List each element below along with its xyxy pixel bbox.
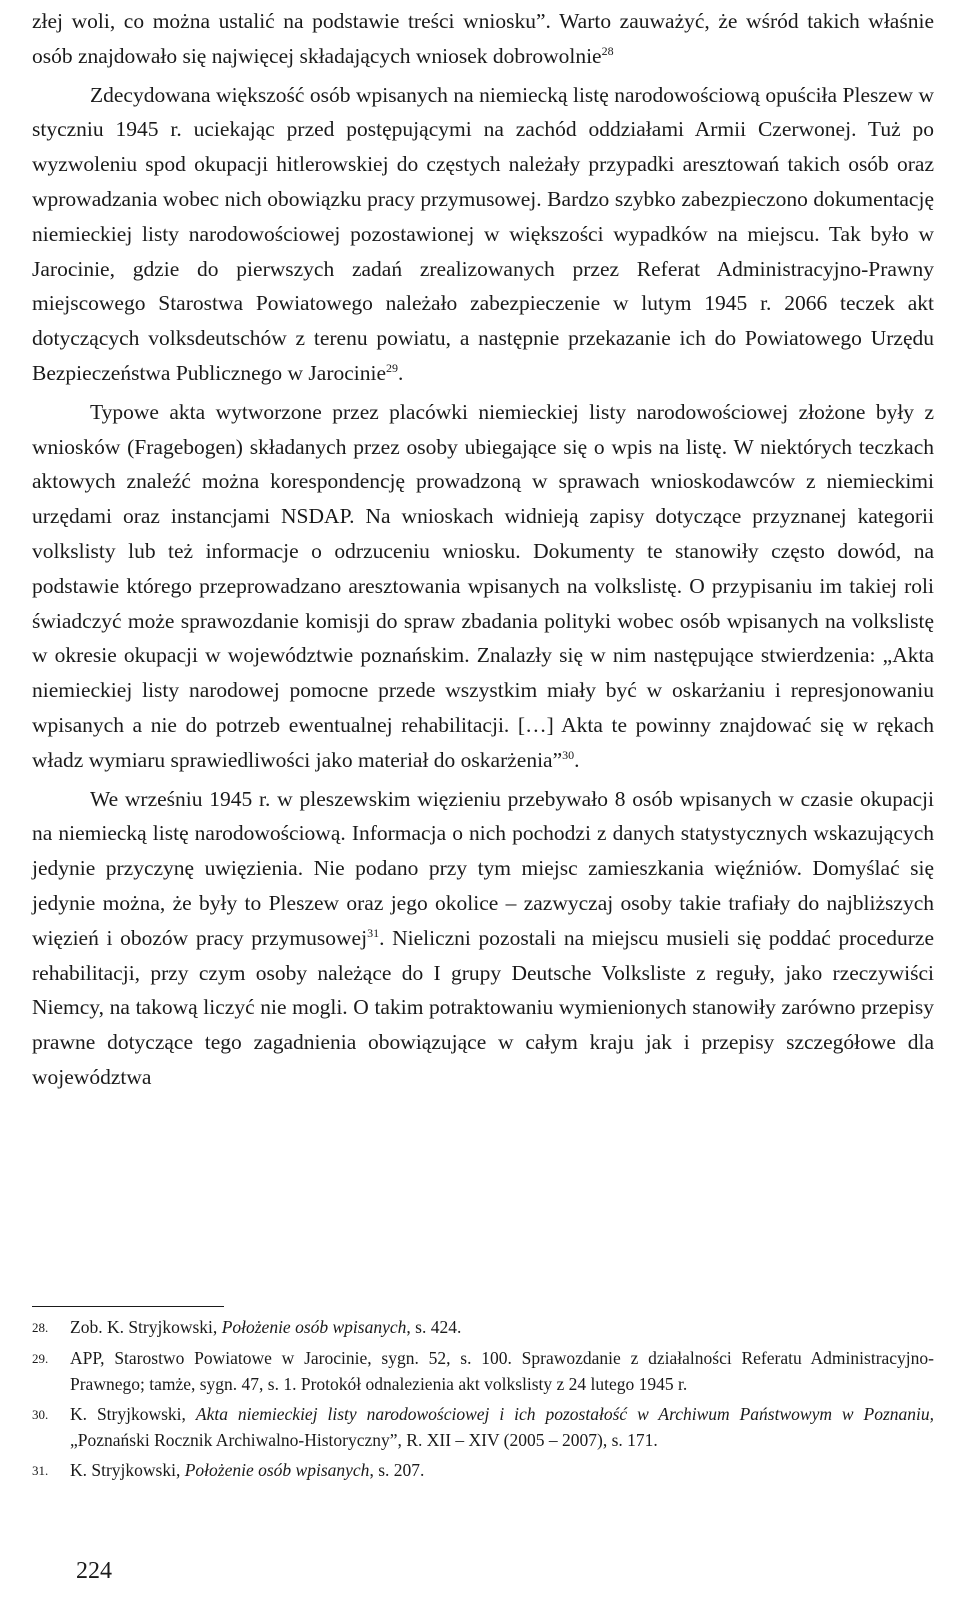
footnote-ref[interactable]: 28 bbox=[601, 43, 614, 58]
paragraph-4: We wrześniu 1945 r. w pleszewskim więzieniu przebywało 8 osób wpisanych w czasie okupacji na niemiecką listę narodowościową. Informacja o nich pochodzi z danych statystycznych wskazujących jedynie przyczynę uwięzienia. Nie podano przy tym miejsc zamieszkania więźniów. Domyślać się jedynie można, że były to Pleszew oraz jego okolice – zazwyczaj osoby takie trafiały do najbliższych więzień i obozów pracy przymusowej$^{31}$. Nieliczni pozostali na miejscu musieli się poddać procedurze rehabilitacji, przy czym osoby należące do I grupy Deutsche Volksliste z reguły, jako rzeczywiści Niemcy, na takową liczyć nie mogli. O takim potraktowaniu wymienionych stanowiły zarówno przepisy prawne dotyczące tego zagadnienia obowiązujące w całym kraju jak i przepisy szczegółowe dla województwa bbox=[32, 786, 934, 1089]
footnote-text: K. Stryjkowski, Akta niemieckiej listy narodowościowej i ich pozostałość w Archiwum Państwowym w Poznaniu, „Poznański Rocznik Archiwalno-Historyczny”, R. XII – XIV (2005 – 2007), s. 171. bbox=[70, 1404, 935, 1450]
page-number: 224 bbox=[76, 1558, 112, 1584]
footnote-text: K. Stryjkowski, Położenie osób wpisanych, s. 207. bbox=[70, 1460, 425, 1480]
paragraph-1: złej woli, co można ustalić na podstawie treści wniosku”. Warto zauważyć, że wśród takich właśnie osób znajdowało się najwięcej składających wniosek dobrowolnie$^{28}$ bbox=[32, 9, 934, 68]
footnote-number: 31. bbox=[32, 1463, 49, 1478]
footnote-item bbox=[32, 1345, 934, 1397]
footnote-ref[interactable]: 30 bbox=[562, 747, 575, 762]
footnote-item bbox=[32, 1401, 934, 1453]
footnote-item bbox=[32, 1457, 934, 1484]
paragraph-2: Zdecydowana większość osób wpisanych na niemiecką listę narodowościową opuściła Pleszew w styczniu 1945 r. uciekając przed postępującymi na zachód oddziałami Armii Czerwonej. Tuż po wyzwoleniu spod okupacji hitlerowskiej do częstych należały przypadki aresztowań takich osób oraz wprowadzania wobec nich obowiązku pracy przymusowej. Bardzo szybko zabezpieczono dokumentację niemieckiej listy narodowościowej pozostawionej w większości wypadków na miejscu. Tak było w Jarocinie, gdzie do pierwszych zadań zrealizowanych przez Referat Administracyjno-Prawny miejscowego Starostwa Powiatowego należało zabezpieczenie w lutym 1945 r. 2066 teczek akt dotyczących volksdeutschów z terenu powiatu, a następnie przekazanie ich do Powiatowego Urzędu Bezpieczeństwa Publicznego w Jarocinie$^{29}$. bbox=[32, 82, 934, 385]
footnote-number: 29. bbox=[32, 1351, 49, 1366]
footnote-ref[interactable]: 29 bbox=[386, 360, 399, 375]
footnote-item bbox=[32, 1314, 934, 1341]
body-text bbox=[32, 4, 934, 1095]
paragraph-3: Typowe akta wytworzone przez placówki niemieckiej listy narodowościowej złożone były z wniosków (Fragebogen) składanych przez osoby ubiegające się o wpis na listę. W niektórych teczkach aktowych znaleźć można korespondencję prowadzoną w sprawach wnioskodawców z niemieckimi urzędami oraz instancjami NSDAP. Na wnioskach widnieją zapisy dotyczące przyznanej kategorii volkslisty lub też informacje o odrzuceniu wniosku. Dokumenty te stanowiły często dowód, na podstawie którego przeprowadzano aresztowania wpisanych na volkslistę. O przypisaniu im takiej roli świadczyć może sprawozdanie komisji do spraw zbadania polityki wobec osób wpisanych na volkslistę w okresie okupacji w województwie poznańskim. Znalazły się w nim następujące stwierdzenia: „Akta niemieckiej listy narodowej pomocne przede wszystkim miały być w oskarżaniu i represjonowaniu wpisanych a nie do potrzeb ewentualnej rehabilitacji. […] Akta te powinny znajdować się w rękach władz wymiaru sprawiedliwości jako materiał do oskarżenia”$^{30}$. bbox=[32, 399, 934, 772]
footnotes bbox=[32, 1314, 934, 1488]
footnote-text: APP, Starostwo Powiatowe w Jarocinie, sygn. 52, s. 100. Sprawozdanie z działalności Referatu Administracyjno-Prawnego; tamże, sygn. 47, s. 1. Protokół odnalezienia akt volkslisty z 24 lutego 1945 r. bbox=[70, 1348, 934, 1394]
footnote-ref[interactable]: 31 bbox=[367, 925, 380, 940]
footnote-number: 30. bbox=[32, 1407, 49, 1422]
footnote-number: 28. bbox=[32, 1320, 49, 1335]
footnote-divider bbox=[32, 1306, 224, 1307]
footnote-text: Zob. K. Stryjkowski, Położenie osób wpisanych, s. 424. bbox=[70, 1317, 462, 1337]
